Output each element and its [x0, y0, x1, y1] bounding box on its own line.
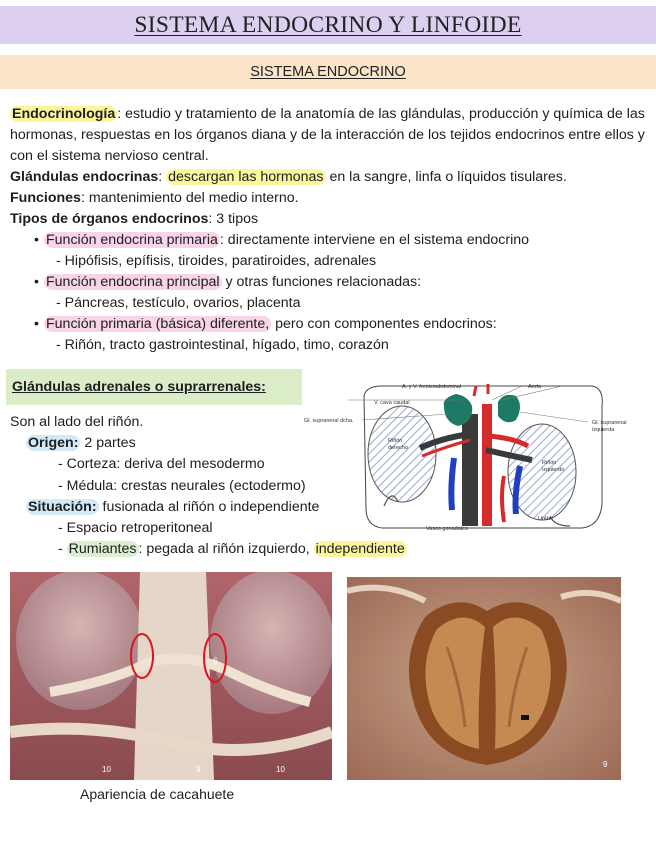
photo2-label: 9 [603, 760, 608, 769]
diagram-label-gl-izq-2: izquierda [592, 427, 615, 433]
type-text: pero con componentes endocrinos: [271, 316, 497, 332]
type-label: Función endocrina primaria [46, 232, 218, 248]
diagram-label-aorta: Aorta [528, 384, 542, 390]
adrenal-diagram [302, 376, 650, 532]
type-label: Función endocrina principal [46, 274, 220, 290]
adrenal-heading: Glándulas adrenales o suprarrenales: [12, 379, 266, 395]
glandulas-paragraph [10, 167, 650, 188]
rumiantes-highlight: independiente [315, 541, 405, 558]
funciones-term: Funciones [10, 190, 81, 206]
endocrinologia-definition: : estudio y tratamiento de la anatomía de las glándulas, producción y química de las hormonas, respuestas en los órganos diana y de la interacción de los tejidos endocrinos entre ellos y con el sistema nervioso central. [10, 106, 645, 164]
page-title: SISTEMA ENDOCRINO Y LINFOIDE [134, 12, 522, 38]
rumiantes-label: Rumiantes [68, 541, 137, 558]
photo-label-left: 6 [213, 656, 219, 666]
type-text: : directamente interviene en el sistema endocrino [219, 232, 530, 248]
glandulas-colon: : [158, 169, 167, 185]
rumiantes-dash: - [58, 541, 67, 558]
diagram-label-gl-dcha: Gl. suprarenal dcha. [304, 418, 354, 424]
right-ureter [451, 458, 454, 510]
section-title: SISTEMA ENDOCRINO [250, 64, 406, 80]
type-examples-1: - Hipófisis, epífisis, tiroides, paratiroides, adrenales [56, 253, 377, 269]
photo-adrenal-cross-section [347, 577, 621, 780]
vena-cava [462, 414, 478, 526]
type-label: Función primaria (básica) diferente, [46, 316, 270, 332]
type-examples-2: - Páncreas, testículo, ovarios, placenta [56, 295, 301, 311]
type-item-3 [10, 314, 650, 335]
diagram-label-vena-cava: V. cava caudal [374, 400, 410, 406]
glandulas-term: Glándulas endocrinas [10, 169, 159, 185]
situacion-item-espacio: - Espacio retroperitoneal [58, 520, 213, 537]
photo-label-bottom-left: 10 [102, 765, 111, 774]
situacion-text: fusionada al riñón o independiente [98, 498, 320, 515]
adrenal-heading-band [6, 369, 302, 405]
diagram-label-vasos: Vasos gonadales [426, 526, 468, 532]
title-band [0, 6, 656, 44]
tipos-paragraph [10, 209, 650, 230]
situacion-item-rumiantes [10, 539, 450, 560]
rumiantes-text: : pegada al riñón izquierdo, [138, 541, 314, 558]
funciones-paragraph [10, 188, 650, 209]
diagram-label-ureter: Uréter [538, 516, 554, 522]
diagram-label-rinon-izq-2: izquierdo [542, 467, 565, 473]
type-text: y otras funciones relacionadas: [221, 274, 422, 290]
diagram-label-rinon-der: Riñón [388, 438, 403, 444]
diagram-label-rinon-der-2: derecho [388, 445, 408, 451]
left-adrenal [498, 395, 520, 422]
type-item-1 [10, 230, 650, 251]
photo-label-bottom-right: 10 [276, 765, 285, 774]
adrenal-intro: Son al lado del riñón. [10, 414, 144, 430]
photo-adrenal-dissection [10, 572, 332, 780]
section-band [0, 55, 656, 89]
intro-text [10, 104, 650, 356]
aorta [482, 404, 492, 526]
photo-label-bottom-mid: 9 [196, 765, 201, 774]
endocrinologia-term: Endocrinología [12, 106, 116, 122]
funciones-definition: : mantenimiento del medio interno. [80, 190, 299, 206]
photo-caption: Apariencia de cacahuete [80, 786, 235, 802]
diagram-label-tronco: A. y V. frenicoabdominal [402, 384, 462, 390]
glandulas-rest: en la sangre, linfa o líquidos tisulares. [325, 169, 567, 185]
situacion-label: Situación: [28, 498, 97, 515]
diagram-label-gl-izq: Gl. suprarenal [592, 420, 627, 426]
origen-item-corteza: - Corteza: deriva del mesodermo [58, 456, 265, 473]
origen-item-medula: - Médula: crestas neurales (ectodermo) [58, 477, 306, 494]
origen-text: 2 partes [80, 435, 136, 452]
type-item-2 [10, 272, 650, 293]
diagram-label-rinon-izq: Riñón [542, 460, 557, 466]
origen-label: Origen: [28, 435, 79, 452]
tipos-definition: : 3 tipos [208, 211, 259, 227]
type-examples-3: - Riñón, tracto gastrointestinal, hígado, timo, corazón [56, 337, 389, 353]
glandulas-highlight: descargan las hormonas [168, 169, 324, 185]
endocrinologia-paragraph [10, 104, 650, 167]
tipos-term: Tipos de órganos endocrinos [10, 211, 209, 227]
